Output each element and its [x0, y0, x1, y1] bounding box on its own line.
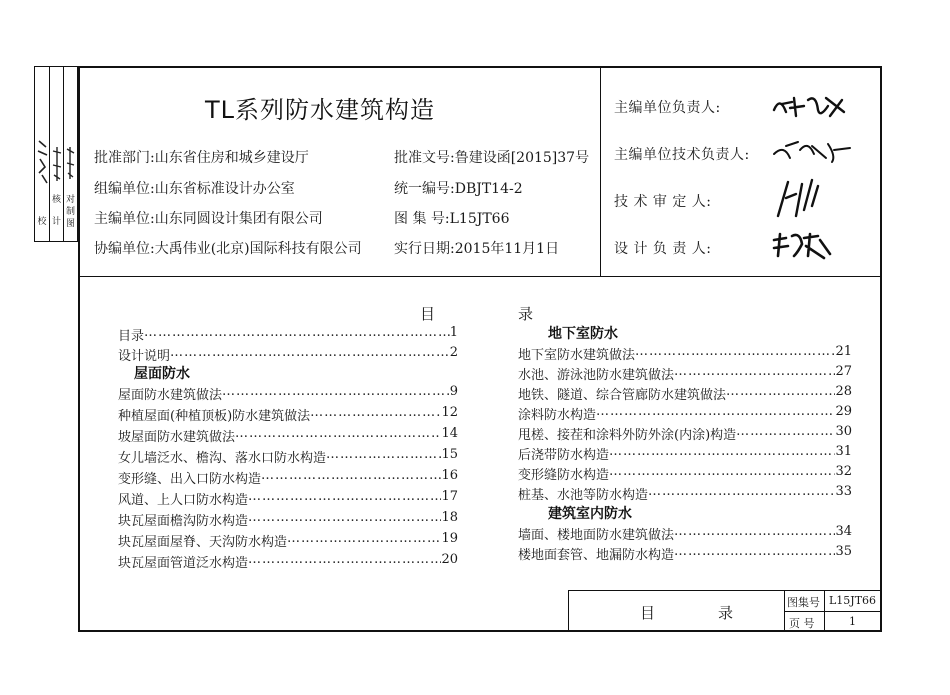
sidebar-col-3 [64, 67, 77, 241]
toc-item-page: 18 [441, 510, 458, 525]
sidebar-col-2 [50, 67, 64, 241]
toc-item[interactable] [518, 424, 852, 443]
toc-leader [674, 364, 835, 383]
atlas-number: 图 集 号:L15JT66 [394, 211, 510, 227]
toc-item[interactable] [118, 345, 458, 364]
toc-leader [248, 489, 441, 508]
toc-leader [674, 544, 835, 563]
toc-item-label: 墙面、楼地面防水建筑做法 [518, 528, 675, 543]
compiler-unit: 组编单位:山东省标准设计办公室 [94, 181, 295, 197]
toc-item-label: 水池、游泳池防水建筑做法 [518, 368, 675, 383]
toc-leader [736, 424, 835, 443]
toc-item[interactable] [118, 426, 458, 445]
toc-leader [648, 484, 835, 503]
toc-leader [326, 447, 441, 466]
toc-item-page: 20 [441, 552, 458, 567]
toc-item-label: 变形缝防水构造 [518, 468, 610, 483]
approval-number: 批准文号:鲁建设函[2015]37号 [394, 150, 590, 166]
sidebar-label: 制 [65, 207, 75, 217]
toc-leader [726, 384, 835, 403]
handwritten-signature [770, 136, 860, 168]
toc-leader [287, 531, 441, 550]
toc-item-page: 27 [835, 364, 852, 379]
toc-item-page: 1 [449, 325, 458, 340]
toc-section-heading: 地下室防水 [548, 326, 618, 342]
toc-leader [674, 524, 835, 543]
title-block-top [568, 590, 882, 591]
title-block-row-divider [784, 611, 882, 612]
toc-leader [596, 404, 835, 423]
toc-item-page: 17 [441, 489, 458, 504]
toc-item[interactable] [518, 364, 852, 383]
divider-header [78, 276, 882, 277]
toc-heading-left: 目 [420, 305, 436, 323]
toc-item[interactable] [118, 552, 458, 571]
unified-number: 统一编号:DBJT14-2 [394, 181, 523, 197]
approver-dept: 批准部门:山东省住房和城乡建设厅 [94, 150, 309, 166]
sidebar-label: 图 [65, 219, 75, 229]
toc-item-page: 33 [835, 484, 852, 499]
toc-item-page: 31 [835, 444, 852, 459]
toc-leader [609, 444, 835, 463]
chief-editor-unit: 主编单位:山东同圆设计集团有限公司 [94, 211, 323, 227]
toc-item-label: 风道、上人口防水构造 [118, 493, 249, 508]
toc-item-label: 地下室防水建筑做法 [518, 348, 636, 363]
toc-item-label: 目录 [118, 329, 145, 344]
toc-section-heading: 屋面防水 [134, 366, 190, 382]
signature-mark [36, 137, 49, 187]
toc-leader [609, 464, 835, 483]
page-value: 1 [849, 615, 856, 628]
toc-item[interactable] [118, 447, 458, 466]
toc-leader [144, 325, 450, 344]
toc-leader [235, 426, 441, 445]
toc-item-page: 14 [441, 426, 458, 441]
toc-item[interactable] [518, 464, 852, 483]
signature-mark [65, 145, 76, 185]
toc-item-page: 12 [441, 405, 458, 420]
handwritten-signature [770, 230, 840, 262]
toc-item-label: 块瓦屋面檐沟防水构造 [118, 514, 249, 529]
toc-item[interactable] [118, 531, 458, 550]
atlas-label: 图集号 [787, 596, 820, 609]
toc-item-page: 28 [835, 384, 852, 399]
toc-item-label: 涂料防水构造 [518, 408, 597, 423]
toc-item-page: 35 [835, 544, 852, 559]
reviewer-label: 技 术 审 定 人: [614, 194, 712, 210]
toc-leader [248, 552, 441, 571]
effective-date: 实行日期:2015年11月1日 [394, 241, 560, 257]
toc-item[interactable] [118, 489, 458, 508]
toc-item-page: 2 [449, 345, 458, 360]
handwritten-signature [770, 90, 860, 122]
toc-item-label: 甩槎、接茬和涂料外防外涂(内涂)构造 [518, 428, 737, 443]
signature-strip [34, 66, 78, 242]
toc-item-label: 块瓦屋面屋脊、天沟防水构造 [118, 535, 288, 550]
toc-item[interactable] [118, 325, 458, 344]
toc-item[interactable] [518, 384, 852, 403]
toc-leader [170, 345, 450, 364]
page-label: 页 号 [789, 617, 815, 630]
handwritten-signature [772, 176, 822, 220]
toc-item-label: 后浇带防水构造 [518, 448, 610, 463]
tech-head-label: 主编单位技术负责人: [614, 147, 750, 163]
toc-item[interactable] [518, 524, 852, 543]
toc-item-page: 29 [835, 404, 852, 419]
sidebar-label: 核 [51, 195, 61, 205]
title-block-left [568, 590, 569, 632]
toc-item-page: 19 [441, 531, 458, 546]
title-block-name-left: 目 [640, 604, 656, 622]
toc-item-label: 变形缝、出入口防水构造 [118, 472, 262, 487]
document-title: TL系列防水建筑构造 [205, 96, 436, 124]
design-head-label: 设 计 负 责 人: [614, 241, 712, 257]
toc-leader [248, 510, 441, 529]
toc-item-page: 9 [449, 384, 458, 399]
toc-leader [222, 384, 450, 403]
toc-item-label: 地铁、隧道、综合管廊防水建筑做法 [518, 388, 727, 403]
toc-item-label: 坡屋面防水建筑做法 [118, 430, 236, 445]
toc-item[interactable] [118, 384, 458, 403]
toc-item[interactable] [518, 444, 852, 463]
toc-item-label: 设计说明 [118, 349, 171, 364]
toc-item-label: 女儿墙泛水、檐沟、落水口防水构造 [118, 451, 327, 466]
sidebar-label: 对 [65, 195, 75, 205]
toc-leader [635, 344, 835, 363]
toc-item-label: 块瓦屋面管道泛水构造 [118, 556, 249, 571]
toc-item[interactable] [118, 468, 458, 487]
toc-item-page: 34 [835, 524, 852, 539]
toc-item[interactable] [518, 404, 852, 423]
atlas-value: L15JT66 [829, 594, 877, 607]
toc-item[interactable] [518, 484, 852, 503]
toc-section-heading: 建筑室内防水 [548, 506, 632, 522]
toc-item[interactable] [118, 405, 458, 424]
toc-item-label: 种植屋面(种植顶板)防水建筑做法 [118, 409, 311, 424]
title-block-name-right: 录 [718, 604, 734, 622]
toc-item-label: 屋面防水建筑做法 [118, 388, 223, 403]
toc-item-page: 30 [835, 424, 852, 439]
toc-item[interactable] [118, 510, 458, 529]
toc-item-label: 桩基、水池等防水构造 [518, 488, 649, 503]
toc-leader [261, 468, 441, 487]
toc-item[interactable] [518, 544, 852, 563]
toc-item-page: 21 [835, 344, 852, 359]
sidebar-label: 校 [37, 217, 47, 227]
toc-item-page: 15 [441, 447, 458, 462]
toc-item-page: 32 [835, 464, 852, 479]
toc-item-page: 16 [441, 468, 458, 483]
co-editor-unit: 协编单位:大禹伟业(北京)国际科技有限公司 [94, 241, 362, 257]
signature-mark [51, 145, 63, 185]
toc-item-label: 楼地面套管、地漏防水构造 [518, 548, 675, 563]
sidebar-label: 计 [51, 217, 61, 227]
toc-heading-right: 录 [518, 305, 534, 323]
unit-head-label: 主编单位负责人: [614, 100, 721, 116]
toc-item[interactable] [518, 344, 852, 363]
toc-leader [310, 405, 441, 424]
divider-header-vertical [600, 66, 601, 276]
sidebar-col-1 [35, 67, 50, 241]
